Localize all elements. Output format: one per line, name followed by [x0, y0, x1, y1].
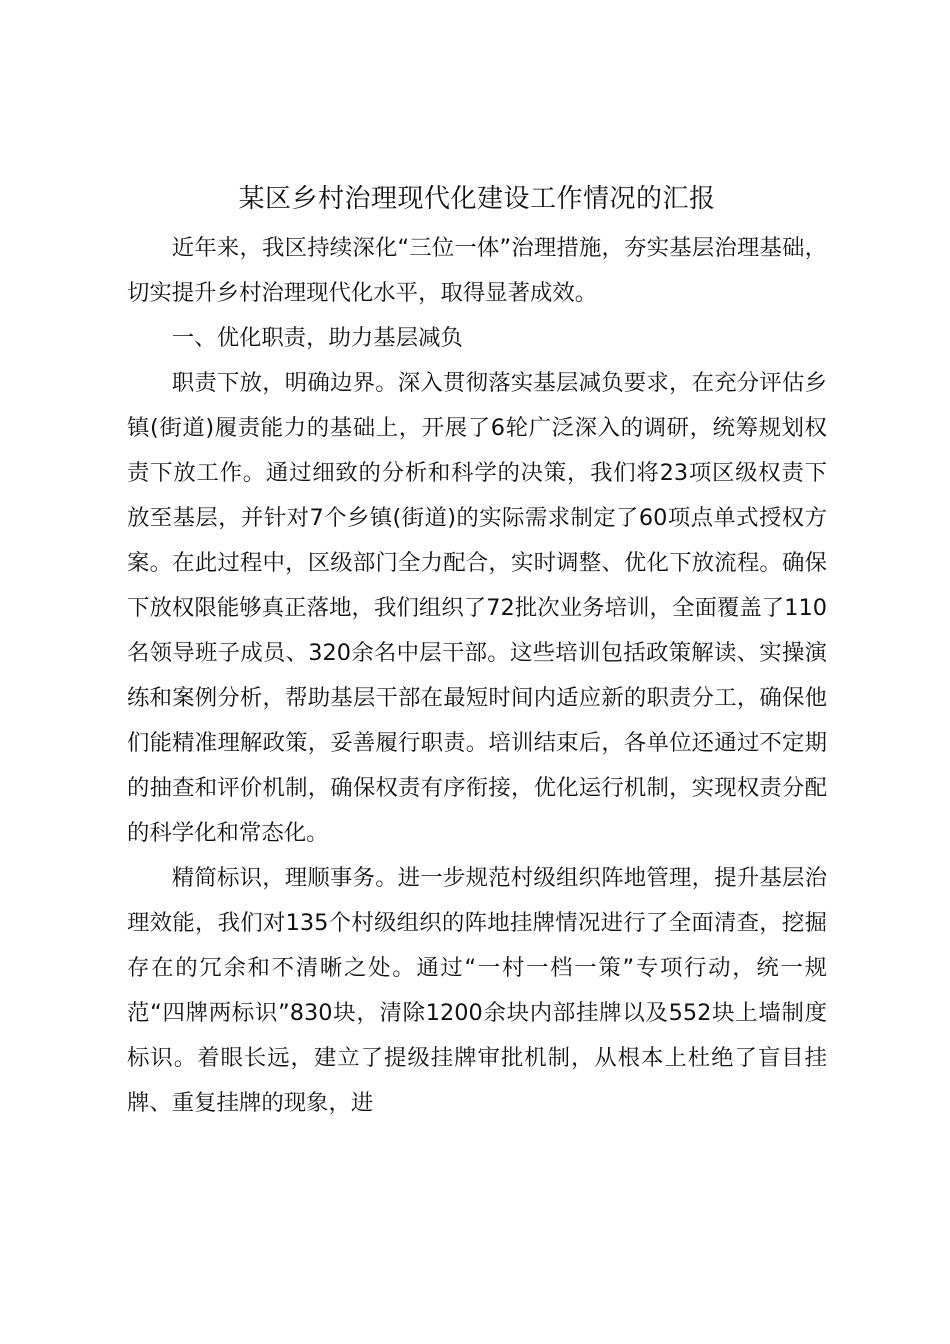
body-paragraph: 精简标识，理顺事务。进一步规范村级组织阵地管理，提升基层治理效能，我们对135个村级组织的阵地挂牌情况进行了全面清查，挖掘存在的冗余和不清晰之处。通过“一村一档一策”专项行动，统一规范“四牌两标识”830块，清除1200余块内部挂牌以及552块上墙制度标识。着眼长远，建立了提级挂牌审批机制，从根本上杜绝了盲目挂牌、重复挂牌的现象，进 — [127, 865, 827, 1116]
section-heading: 一、优化职责，助力基层减负 — [171, 325, 463, 351]
document-title: 某区乡村治理现代化建设工作情况的汇报 — [238, 184, 716, 214]
intro-paragraph: 近年来，我区持续深化“三位一体”治理措施，夯实基层治理基础，切实提升乡村治理现代化水平，取得显著成效。 — [127, 235, 827, 306]
section-1 — [127, 316, 827, 1126]
document-page — [127, 172, 827, 1126]
body-paragraph: 职责下放，明确边界。深入贯彻落实基层减负要求，在充分评估乡镇(街道)履责能力的基础上，开展了6轮广泛深入的调研，统筹规划权责下放工作。通过细致的分析和科学的决策，我们将23项区级权责下放至基层，并针对7个乡镇(街道)的实际需求制定了60项点单式授权方案。在此过程中，区级部门全力配合，实时调整、优化下放流程。确保下放权限能够真正落地，我们组织了72批次业务培训，全面覆盖了110名领导班子成员、320余名中层干部。这些培训包括政策解读、实操演练和案例分析，帮助基层干部在最短时间内适应新的职责分工，确保他们能精准理解政策，妥善履行职责。培训结束后，各单位还通过不定期的抽查和评价机制，确保权责有序衔接，优化运行机制，实现权责分配的科学化和常态化。 — [127, 370, 827, 846]
